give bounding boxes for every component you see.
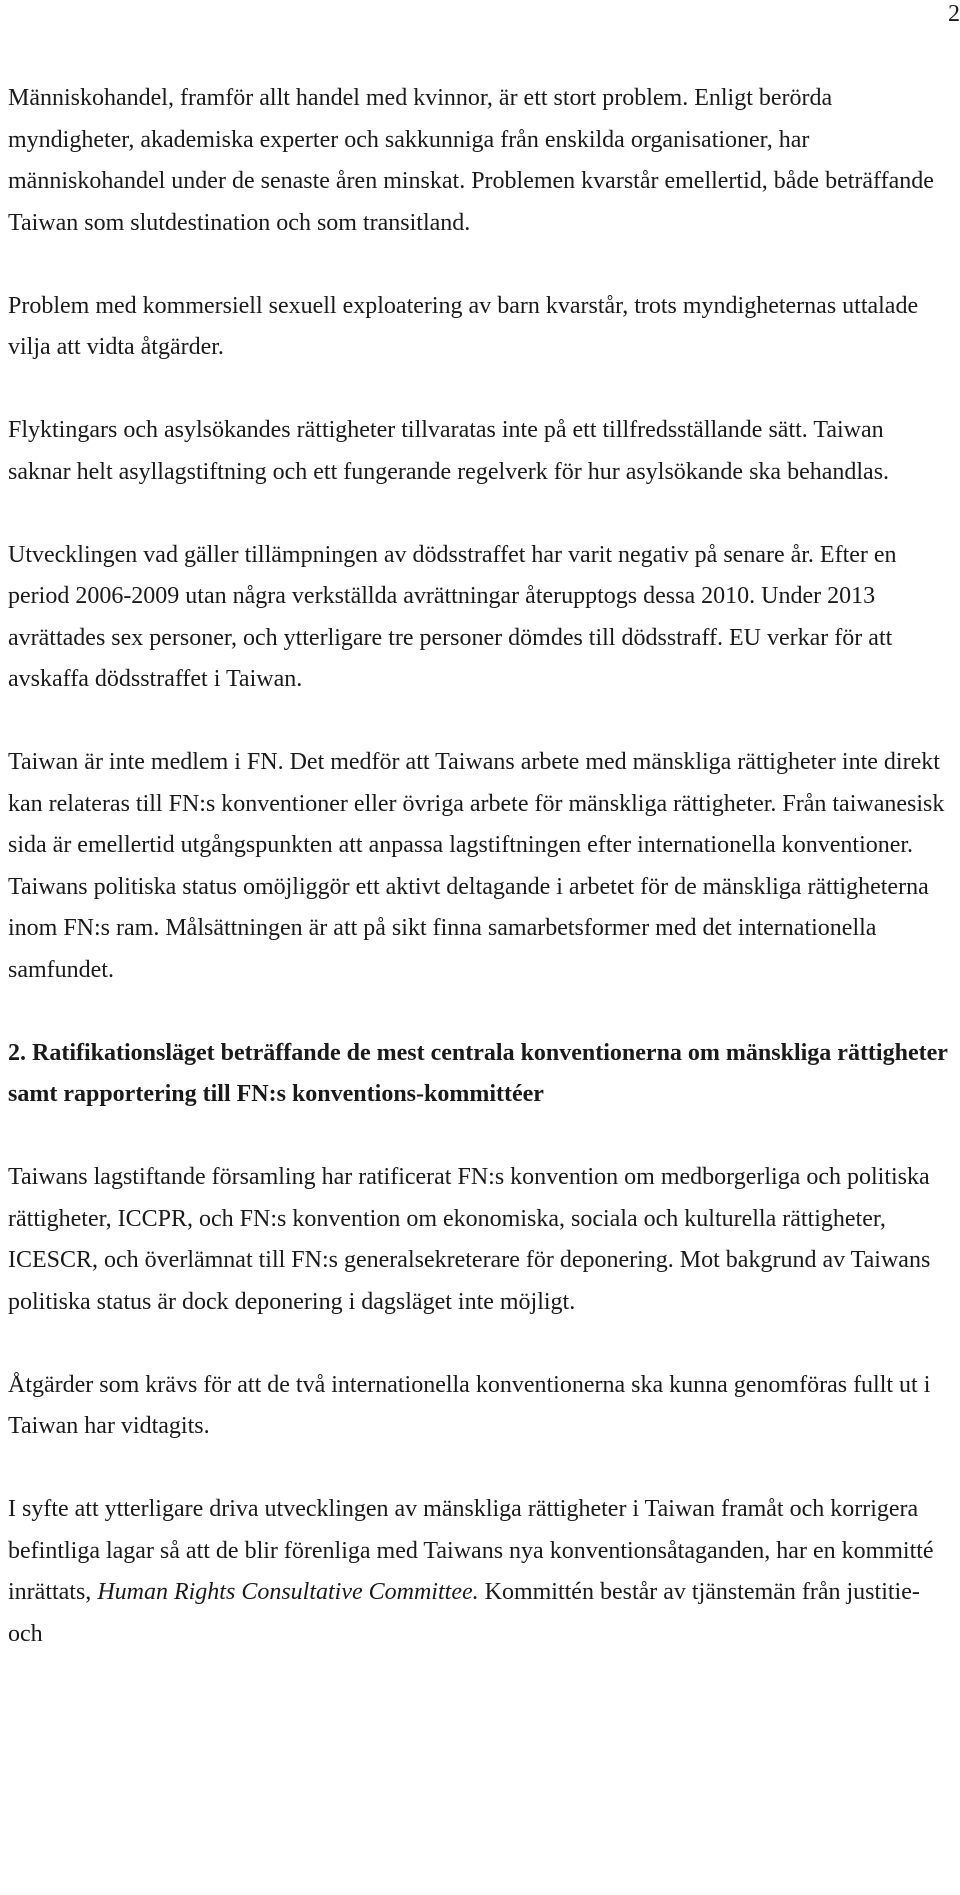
paragraph-committee	[8, 1489, 948, 1655]
page-number: 2	[948, 1, 960, 27]
committee-name: Human Rights Consultative Committee.	[97, 1579, 479, 1605]
paragraph-ratification: Taiwans lagstiftande församling har ratificerat FN:s konvention om medborgerliga och politiska rättigheter, ICCPR, och FN:s konvention om ekonomiska, sociala och kulturella rättigheter, ICESCR, och överlämnat till FN:s generalsekreterare för deponering. Mot bakgrund av Taiwans politiska status är dock deponering i dagsläget inte möjligt.	[8, 1164, 931, 1315]
section-heading	[8, 1033, 948, 1116]
section-title: Ratifikationsläget beträffande de mest centrala konventionerna om mänskliga rättigheter samt rapportering till FN:s konventions-kommittéer	[8, 1039, 948, 1107]
paragraph-child-exploitation: Problem med kommersiell sexuell exploatering av barn kvarstår, trots myndigheternas uttalade vilja att vidta åtgärder.	[8, 292, 919, 360]
section-number: 2.	[8, 1039, 26, 1066]
committee-text-after: Kommittén består av tjänstemän från justitie- och	[8, 1579, 920, 1647]
document-body	[8, 78, 948, 1655]
paragraph-implementation: Åtgärder som krävs för att de två internationella konventionerna ska kunna genomföras fullt ut i Taiwan har vidtagits.	[8, 1371, 931, 1439]
paragraph-un-membership: Taiwan är inte medlem i FN. Det medför att Taiwans arbete med mänskliga rättigheter inte direkt kan relateras till FN:s konventioner eller övriga arbete för mänskliga rättigheter. Från taiwanesisk sida är emellertid utgångspunkten att anpassa lagstiftningen efter internationella konventioner. Taiwans politiska status omöjliggör ett aktivt deltagande i arbetet för de mänskliga rättigheterna inom FN:s ram. Målsättningen är att på sikt finna samarbetsformer med det internationella samfundet.	[8, 749, 945, 983]
paragraph-death-penalty: Utvecklingen vad gäller tillämpningen av dödsstraffet har varit negativ på senare år. Efter en period 2006-2009 utan några verkställda avrättningar återupptogs dessa 2010. Under 2013 avrättades sex personer, och ytterligare tre personer dömdes till dödsstraff. EU verkar för att avskaffa dödsstraffet i Taiwan.	[8, 541, 897, 692]
committee-text-before: I syfte att ytterligare driva utvecklingen av mänskliga rättigheter i Taiwan framåt och korrigera befintliga lagar så att de blir förenliga med Taiwans nya konventionsåtaganden, har en kommitté inrättats,	[8, 1496, 934, 1605]
paragraph-refugees: Flyktingars och asylsökandes rättigheter tillvaratas inte på ett tillfredsställande sätt. Taiwan saknar helt asyllagstiftning och ett fungerande regelverk för hur asylsökande ska behandlas.	[8, 417, 890, 485]
paragraph-human-trafficking: Människohandel, framför allt handel med kvinnor, är ett stort problem. Enligt berörda myndigheter, akademiska experter och sakkunniga från enskilda organisationer, har människohandel under de senaste åren minskat. Problemen kvarstår emellertid, både beträffande Taiwan som slutdestination och som transitland.	[8, 85, 934, 236]
